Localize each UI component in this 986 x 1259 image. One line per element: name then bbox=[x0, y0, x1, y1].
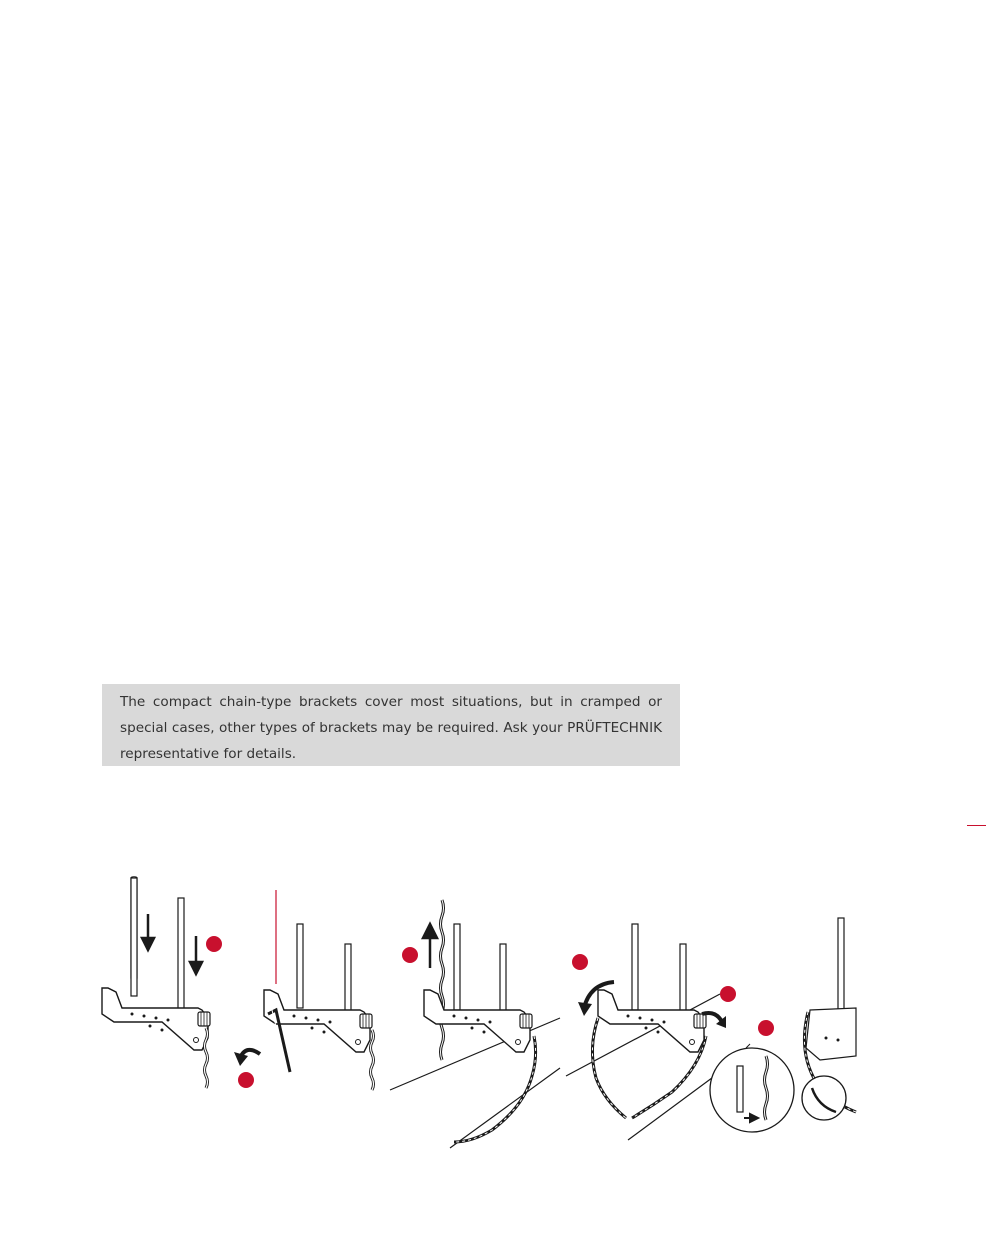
step-marker bbox=[758, 1020, 774, 1036]
margin-mark bbox=[967, 825, 986, 826]
note-text: The compact chain-type brackets cover most situations, but in cramped or special cases, other types of brackets may be required. Ask your PRÜFTECHNIK representative for details. bbox=[120, 694, 662, 762]
panel-secure-chain bbox=[710, 918, 856, 1132]
bracket-mounting-illustration bbox=[90, 860, 870, 1160]
step-marker bbox=[206, 936, 222, 952]
panel-pull-chain bbox=[390, 900, 560, 1148]
step-marker bbox=[238, 1072, 254, 1088]
step-marker bbox=[572, 954, 588, 970]
bracket-mounting-svg bbox=[90, 860, 870, 1160]
step-marker bbox=[402, 947, 418, 963]
panel-wrap-chain bbox=[566, 924, 736, 1140]
note-box bbox=[102, 684, 680, 766]
step-marker bbox=[720, 986, 736, 1002]
panel-tighten-hex-key bbox=[234, 890, 374, 1090]
panel-insert-rods bbox=[102, 877, 222, 1088]
